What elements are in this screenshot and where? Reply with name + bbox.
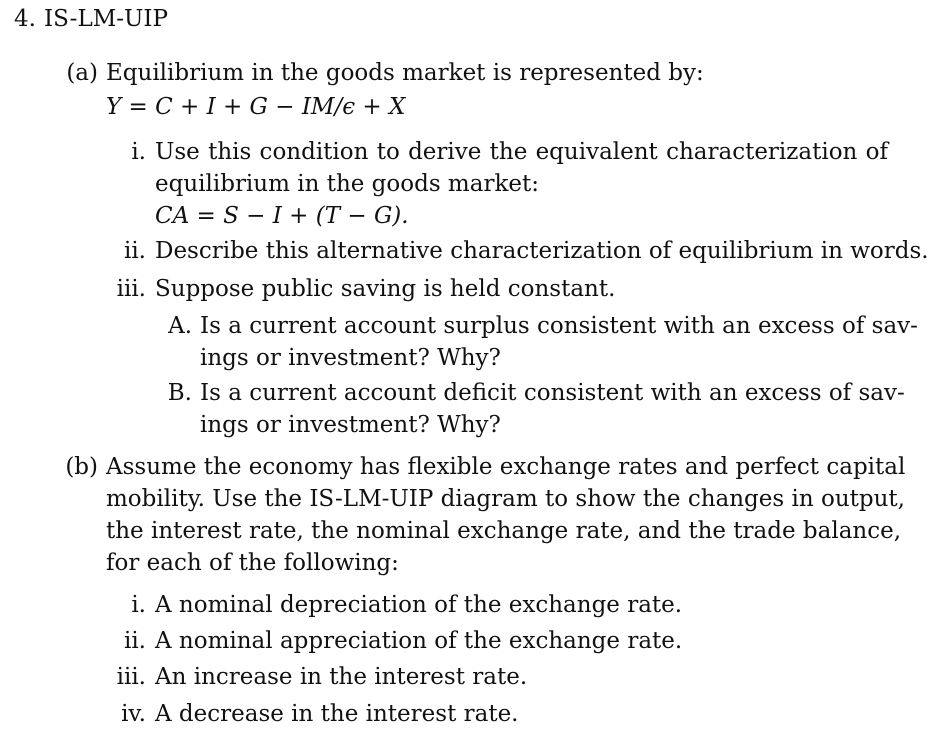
part-a-item-iii-line-1: Suppose public saving is held constant.: [155, 276, 616, 302]
part-a-item-iii-sub-A-line-1: [200, 311, 918, 341]
part-b-item-iv-text: A decrease in the interest rate.: [155, 701, 519, 727]
part-a-item-ii-line-1-text: Describe this alternative characterization of equilibrium in words.: [155, 238, 929, 264]
part-a-item-iii-sub-A-label: A.: [168, 313, 192, 339]
part-b-line-2: [106, 484, 905, 514]
part-b-line-1: [106, 452, 906, 482]
part-a-intro: Equilibrium in the goods market is represented by:: [106, 60, 704, 86]
part-a-item-iii-sub-B-line-2: ings or investment? Why?: [200, 412, 501, 438]
part-a-item-iii-sub-A-line-1-text: Is a current account surplus consistent with an excess of sav-: [200, 313, 918, 339]
part-b-item-iii-text: An increase in the interest rate.: [155, 664, 528, 690]
part-b-item-i-label: i.: [131, 592, 146, 618]
part-b-item-ii-label: ii.: [123, 628, 146, 654]
part-a-item-i-label: i.: [131, 139, 146, 165]
question-number: 4.: [14, 6, 36, 32]
part-a-item-iii-label: iii.: [116, 276, 146, 302]
part-a-item-i-equation: CA = S − I + (T − G).: [155, 203, 409, 229]
part-a-item-i-line-1-text: Use this condition to derive the equivalent characterization of: [155, 139, 888, 165]
part-b-line-3-text: the interest rate, the nominal exchange rate, and the trade balance,: [106, 518, 902, 544]
part-a-item-iii-sub-B-line-1: [200, 378, 905, 408]
part-a-item-ii-line-1: [155, 236, 929, 266]
part-b-label: (b): [65, 454, 98, 480]
part-a-item-i-line-2: equilibrium in the goods market:: [155, 171, 539, 197]
part-a-item-iii-sub-B-label: B.: [167, 380, 192, 406]
part-b-item-i-text: A nominal depreciation of the exchange rate.: [155, 592, 683, 618]
part-a-item-ii-label: ii.: [123, 238, 146, 264]
part-b-line-1-text: Assume the economy has flexible exchange rates and perfect capital: [106, 454, 906, 480]
part-a-equation: Y = C + I + G − IM/ϵ + X: [106, 94, 406, 120]
part-b-item-iii-label: iii.: [116, 664, 146, 690]
part-a-label: (a): [66, 60, 98, 86]
question-title: IS-LM-UIP: [44, 6, 168, 32]
part-a-item-i-line-1: [155, 137, 888, 167]
part-a-item-iii-sub-B-line-1-text: Is a current account deficit consistent with an excess of sav-: [200, 380, 905, 406]
part-b-item-iv-label: iv.: [121, 701, 146, 727]
part-b-line-4: for each of the following:: [106, 550, 399, 576]
part-b-line-2-text: mobility. Use the IS-LM-UIP diagram to show the changes in output,: [106, 486, 905, 512]
part-b-item-ii-text: A nominal appreciation of the exchange rate.: [155, 628, 683, 654]
part-b-line-3: [106, 516, 902, 546]
part-a-item-iii-sub-A-line-2: ings or investment? Why?: [200, 345, 501, 371]
